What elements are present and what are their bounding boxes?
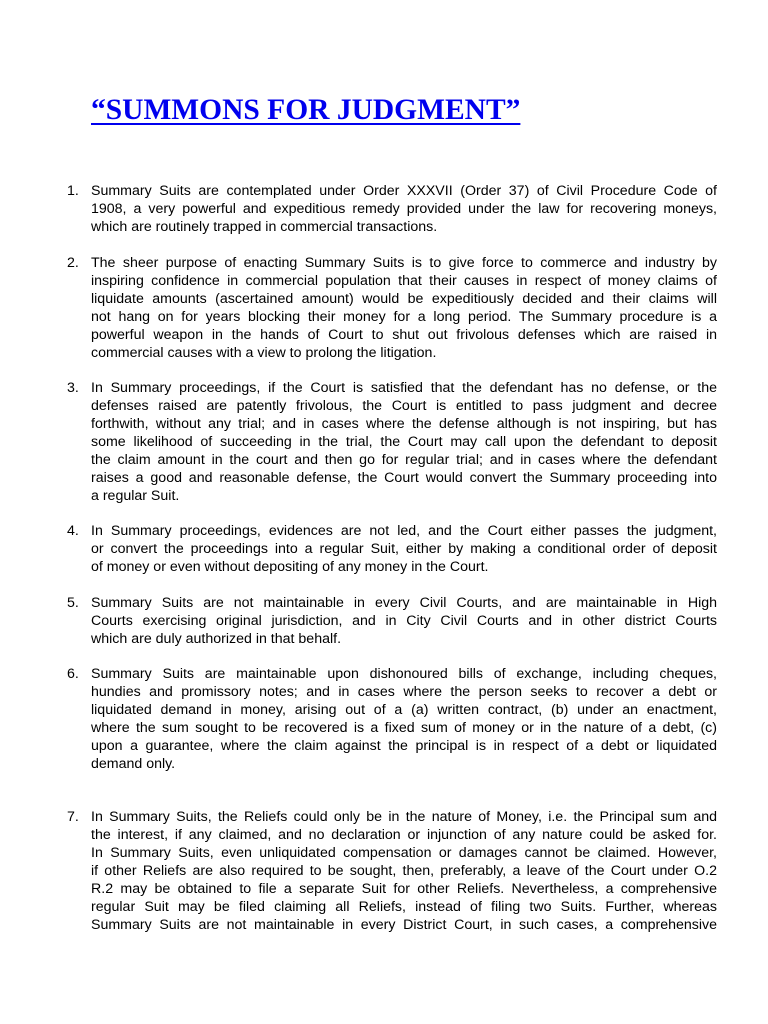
paragraph-line: if other Reliefs are also required to be sought, then, preferably, a leave of the Court under O.2 [91, 863, 717, 879]
paragraph-line: Summary Suits are contemplated under Order XXXVII (Order 37) of Civil Procedure Code of [91, 183, 717, 199]
paragraph-line: In Summary Suits, the Reliefs could only be in the nature of Money, i.e. the Principal sum and [91, 809, 717, 825]
paragraph-line: a regular Suit. [91, 488, 180, 504]
paragraph-number: 3. [67, 380, 79, 396]
paragraph-number: 4. [67, 523, 79, 539]
paragraph-line: R.2 may be obtained to file a separate Suit for other Reliefs. Nevertheless, a comprehensive [91, 881, 717, 897]
paragraph-line: where the sum sought to be recovered is a fixed sum of money or in the nature of a debt, (c) [91, 720, 717, 736]
paragraph-line: powerful weapon in the hands of Court to shut out frivolous defenses which are raised in [91, 327, 717, 343]
paragraph-line: In Summary proceedings, if the Court is satisfied that the defendant has no defense, or the [91, 380, 717, 396]
paragraph-line: In Summary Suits, even unliquidated compensation or damages cannot be claimed. However, [91, 845, 717, 861]
paragraph-line: Summary Suits are not maintainable in every District Court, in such cases, a comprehensive [91, 917, 717, 933]
paragraph-line: or convert the proceedings into a regular Suit, either by making a conditional order of deposit [91, 541, 717, 557]
paragraph-line: Summary Suits are not maintainable in every Civil Courts, and are maintainable in High [91, 595, 717, 611]
paragraph-line: liquidated demand in money, arising out of a (a) written contract, (b) under an enactment, [91, 702, 717, 718]
paragraph-line: 1908, a very powerful and expeditious remedy provided under the law for recovering moneys, [91, 201, 717, 217]
paragraph-line: liquidate amounts (ascertained amount) would be expeditiously decided and their claims will [91, 291, 717, 307]
paragraph-line: upon a guarantee, where the claim against the principal is in respect of a debt or liquidated [91, 738, 717, 754]
paragraph-number: 1. [67, 183, 79, 199]
paragraph-line: defenses raised are patently frivolous, the Court is entitled to pass judgment and decree [91, 398, 717, 414]
document-title: “SUMMONS FOR JUDGMENT” [91, 94, 521, 126]
paragraph-line: raises a good and reasonable defense, the Court would convert the Summary proceeding into [91, 470, 717, 486]
paragraph-line: forthwith, without any trial; and in cases where the defense although is not inspiring, but has [91, 416, 717, 432]
paragraph-line: not hang on for years blocking their money for a long period. The Summary procedure is a [91, 309, 717, 325]
paragraph-line: The sheer purpose of enacting Summary Suits is to give force to commerce and industry by [91, 255, 717, 271]
paragraph-line: hundies and promissory notes; and in cases where the person seeks to recover a debt or [91, 684, 717, 700]
paragraph-line: which are duly authorized in that behalf. [91, 631, 342, 647]
paragraph-number: 2. [67, 255, 79, 271]
paragraph-line: some likelihood of succeeding in the trial, the Court may call upon the defendant to deposit [91, 434, 717, 450]
paragraph-line: In Summary proceedings, evidences are not led, and the Court either passes the judgment, [91, 523, 717, 539]
paragraph-line: demand only. [91, 756, 176, 772]
paragraph-line: which are routinely trapped in commercial transactions. [91, 219, 438, 235]
paragraph-number: 6. [67, 666, 79, 682]
paragraph-line: regular Suit may be filed claiming all Reliefs, instead of filing two Suits. Further, whereas [91, 899, 717, 915]
paragraph-line: of money or even without depositing of any money in the Court. [91, 559, 489, 575]
paragraph-line: Courts exercising original jurisdiction, and in City Civil Courts and in other district Courts [91, 613, 717, 629]
paragraph-line: the interest, if any claimed, and no declaration or injunction of any nature could be asked for. [91, 827, 717, 843]
paragraph-number: 5. [67, 595, 79, 611]
paragraph-line: inspiring confidence in commercial population that their causes in respect of money claims of [91, 273, 717, 289]
paragraph-line: the claim amount in the court and then go for regular trial; and in cases where the defendant [91, 452, 717, 468]
paragraph-line: Summary Suits are maintainable upon dishonoured bills of exchange, including cheques, [91, 666, 717, 682]
paragraph-number: 7. [67, 809, 79, 825]
paragraph-line: commercial causes with a view to prolong the litigation. [91, 345, 437, 361]
